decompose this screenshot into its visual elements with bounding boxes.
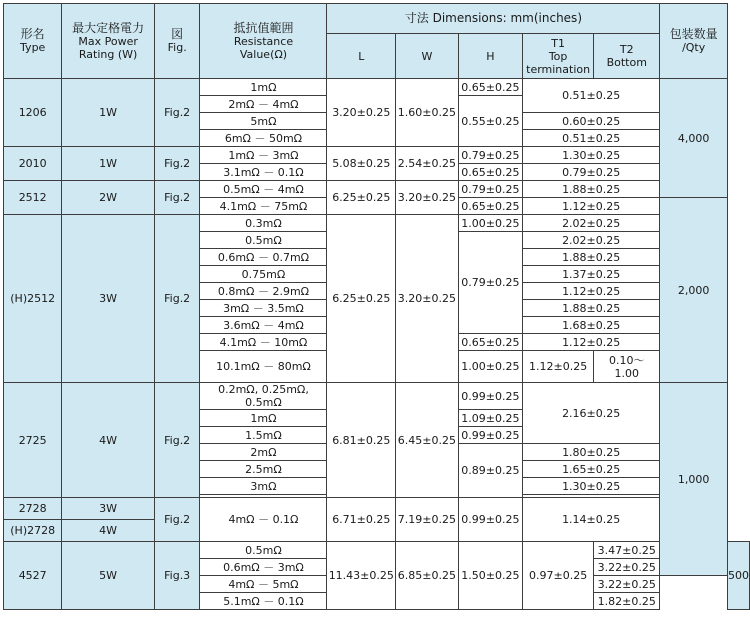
header-resistance: 抵抗值範囲 Resistance Value(Ω) <box>200 4 327 79</box>
H-cell: 1.00±0.25 <box>458 351 522 383</box>
T-cell: 1.65±0.25 <box>523 461 660 478</box>
resistance-cell: 0.3mΩ <box>200 215 327 232</box>
power-cell: 4W <box>62 383 154 498</box>
spec-table-wrapper <box>3 3 750 610</box>
T-cell: 1.88±0.25 <box>523 181 660 198</box>
qty-cell: 1,000 <box>660 383 728 576</box>
type-cell: 2512 <box>4 181 62 215</box>
type-cell: (H)2728 <box>4 520 62 542</box>
T-cell: 0.51±0.25 <box>523 79 660 113</box>
T1-cell: 1.12±0.25 <box>523 351 594 383</box>
resistance-cell: 2mΩ <box>200 444 327 461</box>
resistance-cell: 1mΩ <box>200 79 327 96</box>
H-cell: 1.00±0.25 <box>458 215 522 232</box>
resistance-cell: 1.5mΩ <box>200 427 327 444</box>
type-cell: 4527 <box>4 542 62 610</box>
fig-cell: Fig.3 <box>154 542 200 610</box>
resistance-cell: 0.8mΩ － 2.9mΩ <box>200 283 327 300</box>
T-cell: 2.02±0.25 <box>523 232 660 249</box>
T-cell: 0.79±0.25 <box>523 164 660 181</box>
H-cell: 1.50±0.25 <box>458 542 522 610</box>
resistance-cell: 5mΩ <box>200 113 327 130</box>
H-cell: 0.99±0.25 <box>458 383 522 410</box>
W-cell: 3.20±0.25 <box>396 215 459 383</box>
H-cell: 0.99±0.25 <box>458 427 522 444</box>
resistance-cell: 4.1mΩ － 75mΩ <box>200 198 327 215</box>
fig-cell: Fig.2 <box>154 181 200 215</box>
T-cell: 1.30±0.25 <box>523 478 660 495</box>
fig-cell: Fig.2 <box>154 383 200 498</box>
W-cell: 6.45±0.25 <box>396 383 459 498</box>
H-cell: 0.65±0.25 <box>458 164 522 181</box>
L-cell: 6.71±0.25 <box>327 498 396 542</box>
resistance-cell: 3.1mΩ － 0.1Ω <box>200 164 327 181</box>
L-cell: 6.81±0.25 <box>327 383 396 498</box>
T1-cell: 0.97±0.25 <box>523 542 594 610</box>
resistance-cell: 10.1mΩ － 80mΩ <box>200 351 327 383</box>
header-T1: T1 Top termination <box>523 34 594 79</box>
fig-cell: Fig.2 <box>154 215 200 383</box>
W-cell: 3.20±0.25 <box>396 181 459 215</box>
H-cell: 0.79±0.25 <box>458 232 522 334</box>
header-W: W <box>396 34 459 79</box>
T-cell: 1.14±0.25 <box>523 498 660 542</box>
resistance-cell: 4mΩ － 0.1Ω <box>200 498 327 542</box>
resistance-cell: 0.5mΩ <box>200 542 327 559</box>
resistance-cell: 0.6mΩ － 3mΩ <box>200 559 327 576</box>
T-cell: 1.12±0.25 <box>523 334 660 351</box>
resistance-cell: 3mΩ － 3.5mΩ <box>200 300 327 317</box>
type-cell: 2010 <box>4 147 62 181</box>
header-qty: 包装数量 /Qty <box>660 4 728 79</box>
L-cell: 5.08±0.25 <box>327 147 396 181</box>
W-cell: 7.19±0.25 <box>396 498 459 542</box>
fig-cell: Fig.2 <box>154 498 200 542</box>
type-cell: 2725 <box>4 383 62 498</box>
T-cell: 0.51±0.25 <box>523 130 660 147</box>
H-cell: 0.79±0.25 <box>458 147 522 164</box>
qty-cell: 4,000 <box>660 79 728 198</box>
H-cell: 0.79±0.25 <box>458 181 522 198</box>
H-cell: 0.55±0.25 <box>458 96 522 147</box>
L-cell: 3.20±0.25 <box>327 79 396 147</box>
type-cell: 2728 <box>4 498 62 520</box>
W-cell: 1.60±0.25 <box>396 79 459 147</box>
fig-cell: Fig.2 <box>154 147 200 181</box>
T-cell: 1.88±0.25 <box>523 249 660 266</box>
qty-cell: 2,000 <box>660 198 728 383</box>
resistance-cell: 0.5mΩ － 4mΩ <box>200 181 327 198</box>
resistance-cell: 1mΩ <box>200 410 327 427</box>
qty-cell: 500 <box>728 542 750 610</box>
H-cell: 0.65±0.25 <box>458 198 522 215</box>
power-cell: 1W <box>62 79 154 147</box>
T-cell: 1.12±0.25 <box>523 198 660 215</box>
H-cell: 0.99±0.25 <box>458 498 522 542</box>
resistance-cell: 0.2mΩ, 0.25mΩ, 0.5mΩ <box>200 383 327 410</box>
header-type: 形名 Type <box>4 4 62 79</box>
resistance-cell: 0.75mΩ <box>200 266 327 283</box>
resistance-cell: 4mΩ － 5mΩ <box>200 576 327 593</box>
T-cell: 1.88±0.25 <box>523 300 660 317</box>
T-cell: 1.37±0.25 <box>523 266 660 283</box>
power-cell: 2W <box>62 181 154 215</box>
T2-cell: 3.22±0.25 <box>594 576 660 593</box>
resistance-cell: 0.6mΩ － 0.7mΩ <box>200 249 327 266</box>
power-cell: 3W <box>62 215 154 383</box>
resistance-cell: 2mΩ － 4mΩ <box>200 96 327 113</box>
spec-table <box>3 3 750 610</box>
T-cell: 0.60±0.25 <box>523 113 660 130</box>
T-cell: 2.02±0.25 <box>523 215 660 232</box>
resistance-cell: 4.1mΩ － 10mΩ <box>200 334 327 351</box>
T-cell: 1.12±0.25 <box>523 283 660 300</box>
type-cell: (H)2512 <box>4 215 62 383</box>
H-cell: 0.65±0.25 <box>458 334 522 351</box>
L-cell: 6.25±0.25 <box>327 215 396 383</box>
T2-cell: 3.22±0.25 <box>594 559 660 576</box>
H-cell: 1.09±0.25 <box>458 410 522 427</box>
power-cell: 5W <box>62 542 154 610</box>
power-cell: 3W <box>62 498 154 520</box>
resistance-cell: 3mΩ <box>200 478 327 495</box>
L-cell: 11.43±0.25 <box>327 542 396 610</box>
header-fig: 図 Fig. <box>154 4 200 79</box>
resistance-cell: 6mΩ － 50mΩ <box>200 130 327 147</box>
resistance-cell: 2.5mΩ <box>200 461 327 478</box>
header-H: H <box>458 34 522 79</box>
header-dimensions: 寸法 Dimensions: mm(inches) <box>327 4 660 34</box>
power-cell: 4W <box>62 520 154 542</box>
T2-cell: 1.82±0.25 <box>594 593 660 610</box>
L-cell: 6.25±0.25 <box>327 181 396 215</box>
power-cell: 1W <box>62 147 154 181</box>
W-cell: 2.54±0.25 <box>396 147 459 181</box>
resistance-cell: 1mΩ － 3mΩ <box>200 147 327 164</box>
T2-cell: 3.47±0.25 <box>594 542 660 559</box>
T-cell: 1.68±0.25 <box>523 317 660 334</box>
T-cell: 1.30±0.25 <box>523 147 660 164</box>
type-cell: 1206 <box>4 79 62 147</box>
header-T2: T2 Bottom <box>594 34 660 79</box>
H-cell: 0.89±0.25 <box>458 444 522 498</box>
fig-cell: Fig.2 <box>154 79 200 147</box>
resistance-cell: 3.6mΩ － 4mΩ <box>200 317 327 334</box>
header-L: L <box>327 34 396 79</box>
H-cell: 0.65±0.25 <box>458 79 522 96</box>
resistance-cell: 0.5mΩ <box>200 232 327 249</box>
header-power: 最大定格電力 Max Power Rating (W) <box>62 4 154 79</box>
T-cell: 2.16±0.25 <box>523 383 660 444</box>
W-cell: 6.85±0.25 <box>396 542 459 610</box>
T2-cell: 0.10～ 1.00 <box>594 351 660 383</box>
T-cell: 1.80±0.25 <box>523 444 660 461</box>
resistance-cell: 5.1mΩ － 0.1Ω <box>200 593 327 610</box>
